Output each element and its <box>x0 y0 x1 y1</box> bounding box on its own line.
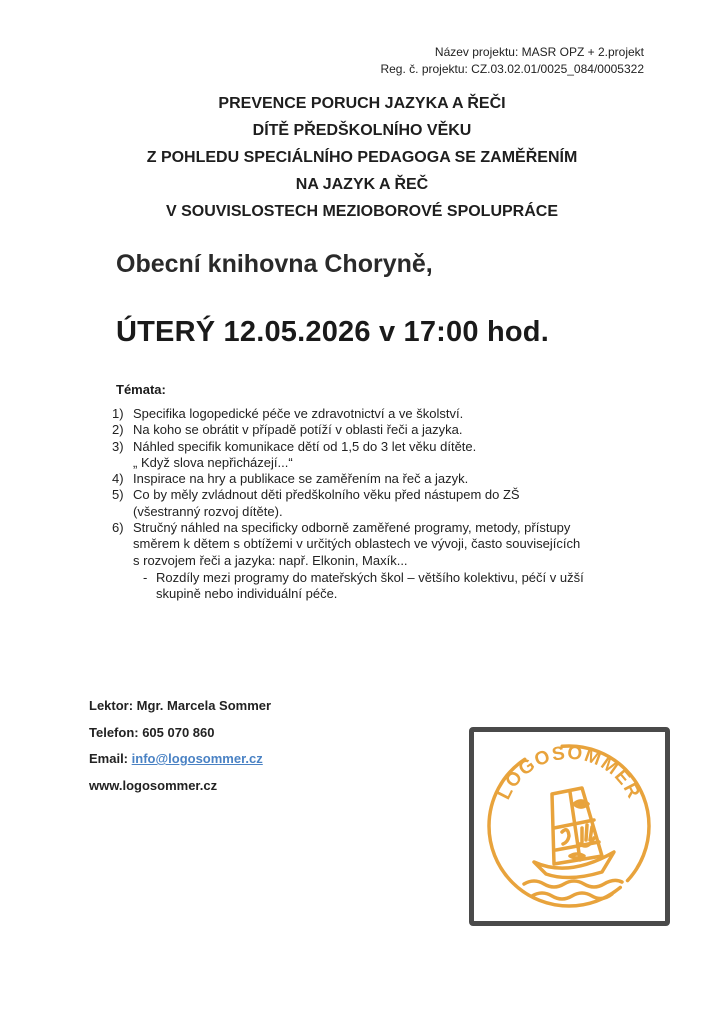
document-title <box>0 90 724 225</box>
topic-number: 3) <box>112 438 124 454</box>
subitem-text: skupině nebo individuální péče. <box>156 586 338 602</box>
email-link[interactable]: info@logosommer.cz <box>131 751 263 766</box>
email-label: Email: <box>89 751 129 766</box>
project-name: Název projektu: MASR OPZ + 2.projekt <box>434 45 644 59</box>
title-line-1: PREVENCE PORUCH JAZYKA A ŘEČI <box>218 95 506 112</box>
topic-text: (všestranný rozvoj dítěte). <box>133 503 283 519</box>
topic-number: 4) <box>112 471 124 487</box>
topic-number: 1) <box>112 406 124 421</box>
logosommer-logo <box>474 732 665 921</box>
website-link[interactable]: www.logosommer.cz <box>89 777 218 793</box>
contact-block <box>89 698 271 804</box>
lips-icon <box>570 854 584 858</box>
topic-text: Inspirace na hry a publikace se zaměřením na řeč a jazyk. <box>133 471 469 487</box>
topic-item-1 <box>112 406 652 422</box>
topic-number: 2) <box>112 422 124 438</box>
topic-text: směrem k dětem s obtížemi v určitých oblastech ve vývoji, často souvisejících <box>133 536 581 552</box>
email-row <box>89 751 271 778</box>
topic-text: Specifika logopedické péče ve zdravotnictví a ve školství. <box>133 406 464 421</box>
topic-text: Stručný náhled na specificky odborně zaměřené programy, metody, přístupy <box>133 520 571 536</box>
project-header <box>380 44 644 78</box>
subitem-text: Rozdíly mezi programy do mateřských škol – většího kolektivu, péčí v užší <box>156 569 584 585</box>
topics-list <box>112 406 652 603</box>
title-line-4: NA JAZYK A ŘEČ <box>295 176 429 193</box>
topic-number: 6) <box>112 520 124 536</box>
logo-frame <box>469 727 670 926</box>
project-registration: Reg. č. projektu: CZ.03.02.01/0025_084/0005322 <box>380 62 644 76</box>
topic-item-5 <box>112 487 652 520</box>
event-venue: Obecní knihovna Choryně, <box>116 250 433 278</box>
lector-name: Lektor: Mgr. Marcela Sommer <box>89 698 272 713</box>
title-line-5: V SOUVISLOSTECH MEZIOBOROVÉ SPOLUPRÁCE <box>165 203 559 220</box>
ear-icon <box>562 830 569 844</box>
title-line-3: Z POHLEDU SPECIÁLNÍHO PEDAGOGA SE ZAMĚŘENÍM <box>146 149 578 166</box>
topic-item-3 <box>112 439 652 472</box>
topic-text: Na koho se obrátit v případě potíží v oblasti řeči a jazyka. <box>133 422 463 438</box>
topic-item-2 <box>112 422 652 438</box>
title-line-2: DÍTĚ PŘEDŠKOLNÍHO VĚKU <box>252 122 472 139</box>
logo-wordmark: LOGOSOMMER <box>493 742 645 803</box>
topic-text: „ Když slova nepřicházejí...“ <box>133 454 293 470</box>
topic-item-4 <box>112 471 652 487</box>
topics-heading: Témata: <box>116 382 166 397</box>
topic-subitem <box>133 570 652 603</box>
phone-number: Telefon: 605 070 860 <box>89 724 215 740</box>
event-date: ÚTERÝ 12.05.2026 v 17:00 hod. <box>116 316 549 348</box>
topic-text: Náhled specifik komunikace dětí od 1,5 do 3 let věku dítěte. <box>133 438 477 454</box>
topic-text: s rozvojem řeči a jazyka: např. Elkonin, Maxík... <box>133 552 408 568</box>
topic-number: 5) <box>112 487 124 503</box>
topic-text: Co by měly zvládnout děti předškolního věku před nástupem do ZŠ <box>133 487 520 503</box>
subitem-dash: - <box>143 569 148 585</box>
waves-icon <box>524 880 622 887</box>
topic-item-6 <box>112 520 652 569</box>
